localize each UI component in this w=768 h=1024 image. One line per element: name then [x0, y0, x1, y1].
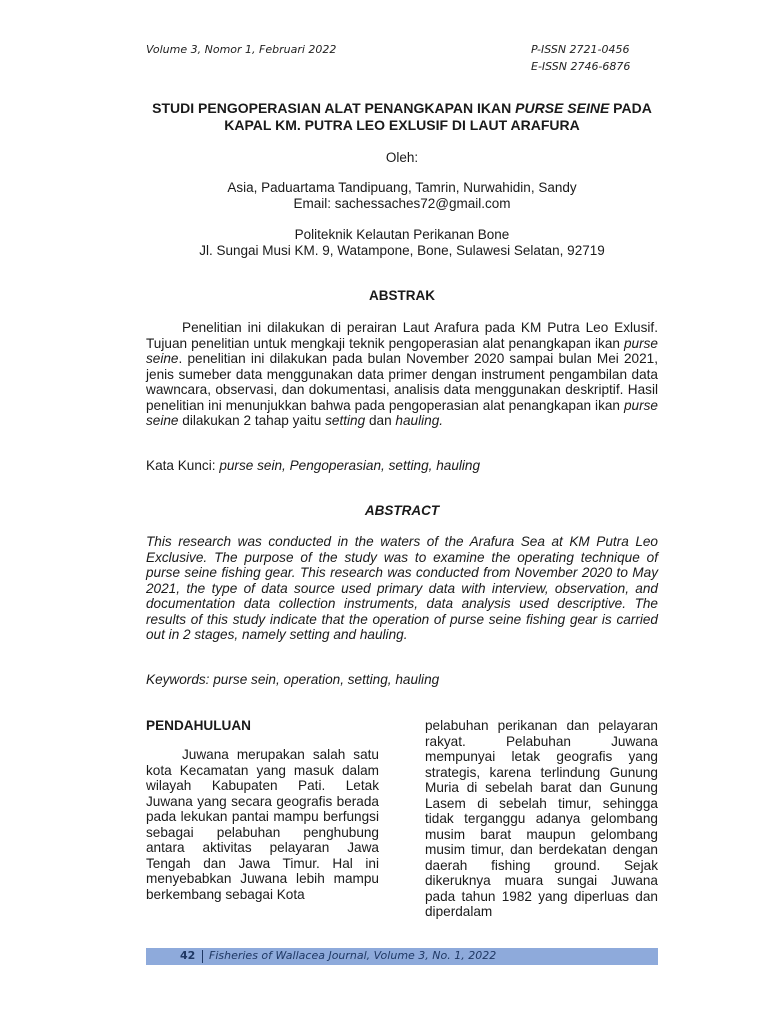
- e-issn: E-ISSN 2746-6876: [531, 60, 631, 73]
- institution: Politeknik Kelautan Perikanan Bone: [294, 227, 510, 242]
- journal-citation: Fisheries of Wallacea Journal, Volume 3, No. 1, 2022: [209, 949, 497, 962]
- journal-volume-header: Volume 3, Nomor 1, Februari 2022: [146, 43, 337, 56]
- byline-oleh: Oleh:: [385, 150, 419, 165]
- abstract-body: This research was conducted in the waters of the Arafura Sea at KM Putra Leo Exclusive. The purpose of the study was to examine the operating technique of purse seine fishing gear. This research was conducted from November 2020 to May 2021, the type of data source used primary data with interview, observation, and documentation data collection instruments, data analysis used descriptive. The results of this study indicate that the operation of purse seine fishing gear is carried out in 2 stages, namely setting and hauling.: [146, 534, 658, 642]
- title-emphasis: PURSE SEINE: [515, 100, 610, 116]
- abstract-heading: ABSTRACT: [364, 503, 440, 518]
- page-number: 42: [180, 949, 196, 962]
- pendahuluan-heading: PENDAHULUAN: [146, 718, 251, 733]
- keywords: Keywords: purse sein, operation, setting, hauling: [146, 672, 440, 687]
- abstrak-heading: ABSTRAK: [369, 288, 435, 303]
- intro-right-column: pelabuhan perikanan dan pelayaran rakyat. Pelabuhan Juwana mempunyai letak geografis yang strategis, karena terlindung Gunung Muria di sebelah barat dan Gunung Lasem di sebelah timur, sehingga tidak terganggu adanya gelombang musim barat maupun gelombang musim timur, dan berdekatan dengan daerah fishing ground. Sejak dikeruknya muara sungai Juwana pada tahun 1982 yang diperluas dan diperdalam: [425, 718, 658, 919]
- p-issn: P-ISSN 2721-0456: [531, 43, 630, 56]
- footer-divider: [202, 950, 203, 963]
- intro-left-column: Juwana merupakan salah satu kota Kecamatan yang masuk dalam wilayah Kabupaten Pati. Letak Juwana yang secara geografis berada pada lekukan pantai mampu berfungsi sebagai pelabuhan penghubung antara aktivitas pelayaran Jawa Tengah dan Jawa Timur. Hal ini menyebabkan Juwana lebih mampu berkembang sebagai Kota: [146, 747, 379, 902]
- author-email[interactable]: Email: sachessaches72@gmail.com: [293, 196, 511, 211]
- author-list: Asia, Paduartama Tandipuang, Tamrin, Nurwahidin, Sandy: [227, 180, 577, 195]
- footer-bar: [146, 948, 658, 965]
- abstrak-body: Penelitian ini dilakukan di perairan Laut Arafura pada KM Putra Leo Exlusif. Tujuan penelitian untuk mengkaji teknik pengoperasian alat penangkapan ikan purse seine. penelitian ini dilakukan pada bulan November 2020 sampai bulan Mei 2021, jenis sumeber data menggunakan data primer dengan instrument pengambilan data wawncara, observasi, dan dokumentasi, analisis data menggunakan deskriptif. Hasil penelitian ini menunjukkan bahwa pada pengoperasian alat penangkapan ikan purse seine dilakukan 2 tahap yaitu setting dan hauling.: [146, 320, 658, 428]
- paper-title: STUDI PENGOPERASIAN ALAT PENANGKAPAN IKAN PURSE SEINE PADA KAPAL KM. PUTRA LEO EXLUSIF DI LAUT ARAFURA: [152, 100, 652, 133]
- kata-kunci: Kata Kunci: purse sein, Pengoperasian, setting, hauling: [146, 458, 481, 473]
- institution-address: Jl. Sungai Musi KM. 9, Watampone, Bone, Sulawesi Selatan, 92719: [199, 243, 605, 258]
